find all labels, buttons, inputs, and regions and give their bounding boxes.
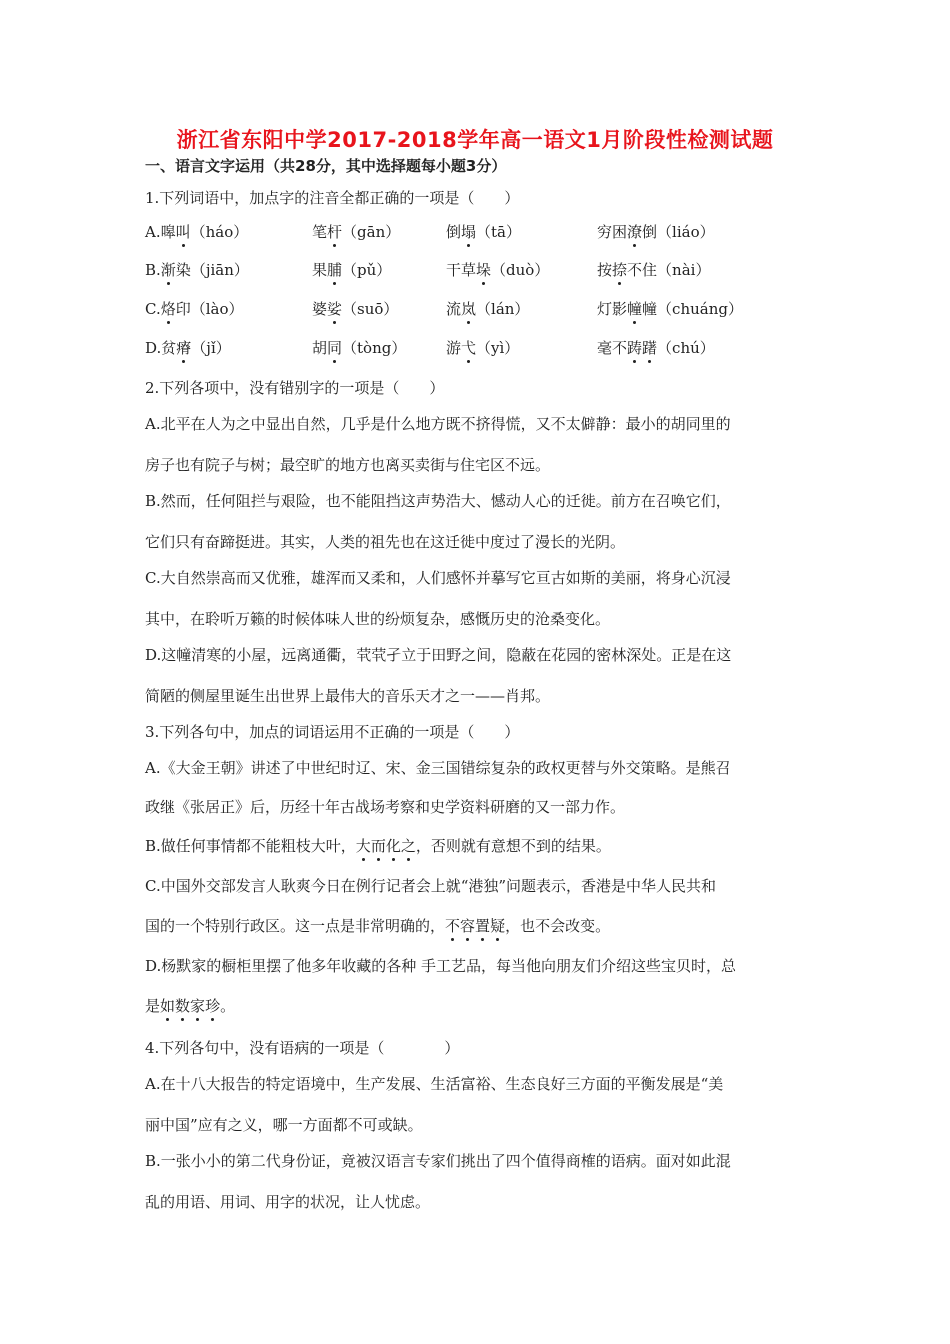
- question-3-option-c-line: 国的一个特别行政区。这一点是非常明确的，不容置疑，也不会改变。: [145, 917, 611, 935]
- document-title: 浙江省东阳中学2017-2018学年高一语文1月阶段性检测试题: [176, 128, 774, 152]
- question-2-text-line: C.大自然崇高而又优雅，雄浑而又柔和，人们感怀并摹写它亘古如斯的美丽，将身心沉浸: [145, 569, 731, 587]
- question-1-option-item: 倒塌（tā）: [446, 223, 522, 241]
- question-2-text-line: 简陋的侧屋里诞生出世界上最伟大的音乐天才之一——肖邦。: [145, 687, 551, 705]
- dotted-character: 叫: [175, 223, 191, 241]
- question-2-text-line: D.这幢清寒的小屋，远离通衢，茕茕孑立于田野之间，隐蔽在花园的密林深处。正是在这: [145, 646, 732, 664]
- question-1-option-item: 灯影幢幢（chuáng）: [597, 300, 743, 318]
- question-3-option-c-line: C.中国外交部发言人耿爽今日在例行记者会上就“港独”问题表示，香港是中华人民共和: [145, 877, 717, 895]
- question-1-option-item: 穷困潦倒（liáo）: [597, 223, 715, 241]
- question-1-stem: 1.下列词语中，加点字的注音全都正确的一项是（ ）: [145, 189, 520, 207]
- section-heading: 一、语言文字运用（共28分，其中选择题每小题3分）: [145, 157, 507, 175]
- question-1-option-item: 游弋（yì）: [446, 339, 520, 357]
- dotted-character: 潦: [627, 223, 643, 241]
- dotted-character: 捺: [612, 261, 628, 279]
- question-2-text-line: 其中，在聆听万籁的时候体味人世的纷烦复杂，感慨历史的沧桑变化。: [145, 610, 611, 628]
- dotted-character: 烙: [160, 300, 176, 318]
- question-2-text-line: B.然而，任何阻拦与艰险，也不能阻挡这声势浩大、憾动人心的迁徙。前方在召唤它们，: [145, 492, 731, 510]
- question-3-option-d-line: 是如数家珍。: [145, 997, 236, 1015]
- dotted-character: 渐: [160, 261, 176, 279]
- dotted-character: 娑: [327, 300, 343, 318]
- dotted-character: 踌躇: [627, 339, 658, 357]
- dotted-character: 岚: [461, 300, 477, 318]
- question-2-text-line: A.北平在人为之中显出自然，几乎是什么地方既不挤得慌，又不太僻静：最小的胡同里的: [145, 415, 731, 433]
- dotted-character: 脯: [327, 261, 343, 279]
- dotted-phrase: 不容置疑: [445, 917, 506, 935]
- question-1-option-item: 胡同（tòng）: [312, 339, 407, 357]
- question-1-option-item: 果脯（pǔ）: [312, 261, 392, 279]
- question-1-option-item: 婆娑（suō）: [312, 300, 399, 318]
- dotted-character: 同: [327, 339, 343, 357]
- question-4-text-line: 丽中国”应有之义，哪一方面都不可或缺。: [145, 1116, 423, 1134]
- question-3-stem: 3.下列各句中，加点的词语运用不正确的一项是（ ）: [145, 723, 520, 741]
- question-1-option-item: 笔杆（gān）: [312, 223, 401, 241]
- question-3-option-b: B.做任何事情都不能粗枝大叶，大而化之，否则就有意想不到的结果。: [145, 837, 611, 855]
- question-2-text-line: 它们只有奋蹄挺进。其实，人类的祖先也在这迁徙中度过了漫长的光阴。: [145, 533, 626, 551]
- dotted-character: 垛: [476, 261, 492, 279]
- dotted-phrase: 大而化之: [355, 837, 416, 855]
- dotted-character: 塌: [461, 223, 477, 241]
- question-4-stem: 4.下列各句中，没有语病的一项是（ ）: [145, 1039, 460, 1057]
- question-3-option-a-line: 政继《张居正》后，历经十年古战场考察和史学资料研磨的又一部力作。: [145, 798, 626, 816]
- question-1-option-item: B.渐染（jiān）: [145, 261, 249, 279]
- dotted-character: 杆: [327, 223, 343, 241]
- question-3-option-d-line: D.杨默家的橱柜里摆了他多年收藏的各种 手工艺品，每当他向朋友们介绍这些宝贝时，总: [145, 957, 737, 975]
- question-1-option-item: A.嗥叫（háo）: [145, 223, 249, 241]
- dotted-phrase: 如数家珍: [160, 997, 221, 1015]
- question-1-option-item: 干草垛（duò）: [446, 261, 550, 279]
- question-1-option-item: D.贫瘠（jǐ）: [145, 339, 231, 357]
- question-1-option-item: C.烙印（lào）: [145, 300, 244, 318]
- question-2-stem: 2.下列各项中，没有错别字的一项是（ ）: [145, 379, 445, 397]
- question-3-option-a-line: A.《大金王朝》讲述了中世纪时辽、宋、金三国错综复杂的政权更替与外交策略。是熊召: [145, 759, 731, 777]
- dotted-character: 瘠: [176, 339, 192, 357]
- dotted-character: 弋: [461, 339, 477, 357]
- question-1-option-item: 按捺不住（nài）: [597, 261, 711, 279]
- question-4-text-line: 乱的用语、用词、用字的状况，让人忧虑。: [145, 1193, 431, 1211]
- question-1-option-item: 毫不踌躇（chú）: [597, 339, 715, 357]
- question-2-text-line: 房子也有院子与树；最空旷的地方也离买卖街与住宅区不远。: [145, 456, 551, 474]
- question-1-option-item: 流岚（lán）: [446, 300, 530, 318]
- question-4-text-line: A.在十八大报告的特定语境中，生产发展、生活富裕、生态良好三方面的平衡发展是“美: [145, 1075, 724, 1093]
- dotted-character: 幢: [627, 300, 643, 318]
- question-4-text-line: B.一张小小的第二代身份证，竟被汉语言专家们挑出了四个值得商榷的语病。面对如此混: [145, 1152, 731, 1170]
